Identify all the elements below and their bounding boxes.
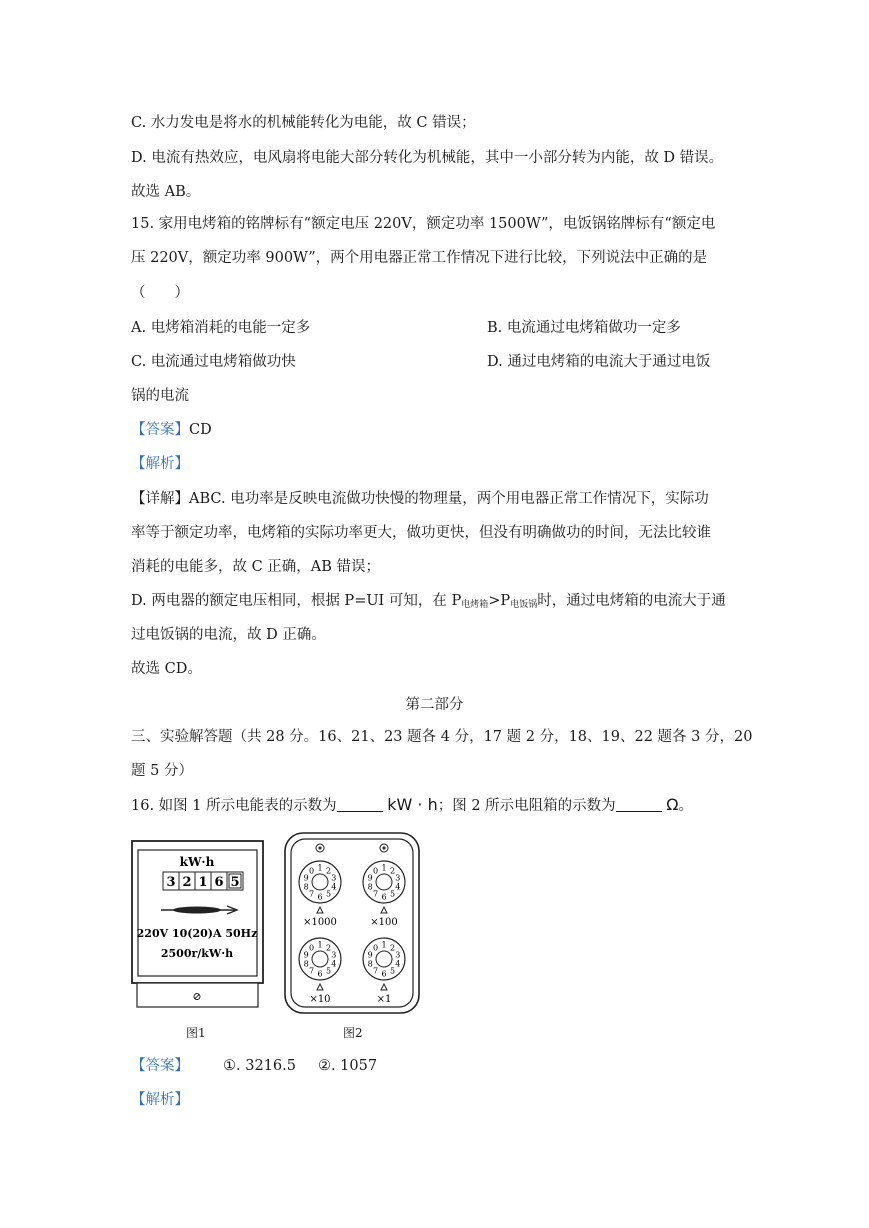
dial-digit: 4 [331,959,337,969]
meter-digit: 5 [230,875,240,890]
figure2-resistance-box [283,832,423,1016]
choose-ab: 故选 AB。 [131,184,201,200]
answer-16-2: ②. 1057 [317,1058,378,1074]
dial-digit: 4 [395,882,401,892]
dial-digit: 9 [367,950,373,960]
dial-digit: 4 [395,959,401,969]
dial-digit: 8 [367,959,373,969]
dial-digit: 3 [395,873,401,883]
dial-digit: 5 [389,966,396,976]
part-two-heading: 第二部分 [405,697,464,713]
dial-digit: 0 [372,943,379,953]
option-d-continued: 锅的电流 [131,388,189,404]
option-d-explanation: D. 电流有热效应，电风扇将电能大部分转化为机械能，其中一小部分转为内能，故 D 错误。 [131,150,724,166]
dial-digit: 2 [325,943,332,953]
detail-text: ABC. 电功率是反映电流做功快慢的物理量，两个用电器正常工作情况下，实际功 [189,491,709,507]
subscript-cooker: 电饭锅 [510,600,538,610]
dial-digit: 2 [389,943,396,953]
dial-digit: 1 [317,940,323,950]
option-a: A. 电烤箱消耗的电能一定多 [131,320,311,336]
question-15-line2: 压 220V，额定功率 900W”，两个用电器正常工作情况下进行比较，下列说法中正确的是 [131,250,708,266]
dial-digit: 7 [372,889,379,899]
choose-cd: 故选 CD。 [131,661,202,677]
detail4-pre: D. 两电器的额定电压相同，根据 P=UI 可知，在 P [131,593,462,609]
dial-digit: 4 [331,882,337,892]
dial-digit: 2 [325,866,332,876]
dial-digit: 8 [367,882,373,892]
answer-16 [131,1056,377,1076]
answer-label: 【答案】 [131,422,189,438]
dial-digit: 3 [331,873,337,883]
dial-digit: 5 [325,966,332,976]
dial-digit: 5 [389,889,396,899]
meter-digit: 1 [198,875,208,890]
q16-end: 。 [678,798,694,814]
answer-16-1: ①. 3216.5 [223,1058,296,1074]
option-c-explanation: C. 水力发电是将水的机械能转化为电能，故 C 错误； [131,115,476,131]
dial-digit: 1 [317,863,323,873]
answer-label: 【答案】 [131,1058,189,1074]
dial-digit: 9 [303,950,309,960]
dial-digit: 1 [381,863,387,873]
dial-digit: 5 [325,889,332,899]
section-three-line1: 三、实验解答题（共 28 分。16、21、23 题各 4 分，17 题 2 分，18、19、22 题各 3 分，20 [131,729,753,745]
section-three-line2: 题 5 分） [131,763,193,779]
option-b: B. 电流通过电烤箱做功一定多 [487,320,681,336]
detail-line4 [131,591,726,615]
detail-line2: 率等于额定功率，电烤箱的实际功率更大，做功更快，但没有明确做功的时间，无法比较谁 [131,525,711,541]
dial-knob[interactable] [299,861,341,928]
meter-digit: 2 [182,875,192,890]
dial-digit: 1 [381,940,387,950]
blank-2[interactable] [616,797,662,812]
option-c: C. 电流通过电烤箱做功快 [131,354,296,370]
terminal-screw-icon: ⊘ [192,990,202,1003]
dial-digit: 6 [317,892,323,902]
dial-digit: 6 [317,969,323,979]
detail-line1 [131,489,709,509]
meter-digit: 6 [214,875,224,890]
dial-digit: 3 [395,950,401,960]
unit-kwh: kW · h [387,795,438,814]
unit-ohm: Ω [666,795,679,814]
dial-multiplier-label: ×100 [370,917,398,928]
dial-digit: 0 [308,866,315,876]
analysis-label-2: 【解析】 [131,1092,189,1108]
dial-digit: 3 [331,950,337,960]
answer-value: CD [189,422,212,438]
dial-digit: 7 [308,889,315,899]
dial-multiplier-label: ×10 [309,994,331,1005]
meter-digit: 3 [166,875,176,890]
dial-multiplier-label: ×1000 [303,917,337,928]
dial-digit: 2 [389,866,396,876]
meter-digit-boxes [163,872,243,890]
dial-digit: 7 [308,966,315,976]
blank-1[interactable] [337,797,383,812]
question-16 [131,795,693,816]
detail4-mid: >P [488,593,511,609]
dial-digit: 9 [303,873,309,883]
dial-digit: 9 [367,873,373,883]
subscript-oven: 电烤箱 [461,600,489,610]
figure2-caption: 图2 [343,1026,363,1040]
dial-digit: 0 [308,943,315,953]
option-d: D. 通过电烤箱的电流大于通过电饭 [487,354,711,370]
dial-multiplier-label: ×1 [376,994,392,1005]
dial-digit: 6 [381,892,387,902]
q16-mid: ；图 2 所示电阻箱的示数为 [437,798,616,814]
dial-digit: 8 [303,882,309,892]
detail-label: 【详解】 [131,491,189,507]
figure1-energy-meter [131,840,267,1010]
dial-digit: 0 [372,866,379,876]
dial-digit: 6 [381,969,387,979]
question-15-paren: （ ） [131,285,189,301]
dial-digit: 7 [372,966,379,976]
question-15-line1: 15. 家用电烤箱的铭牌标有“额定电压 220V，额定功率 1500W”，电饭锅铭牌标有“额定电 [131,216,716,232]
meter-unit: kW·h [179,855,215,869]
figure1-caption: 图1 [186,1026,206,1040]
q16-pre: 16. 如图 1 所示电能表的示数为 [131,798,337,814]
meter-revolutions: 2500r/kW·h [160,947,234,960]
meter-spec: 220V 10(20)A 50Hz [136,927,258,940]
dial-digit: 8 [303,959,309,969]
detail-line5: 过电饭锅的电流，故 D 正确。 [131,627,326,643]
analysis-label: 【解析】 [131,456,189,472]
answer-15 [131,420,212,440]
detail-line3: 消耗的电能多，故 C 正确，AB 错误； [131,559,381,575]
detail4-post: 时，通过电烤箱的电流大于通 [537,593,726,609]
